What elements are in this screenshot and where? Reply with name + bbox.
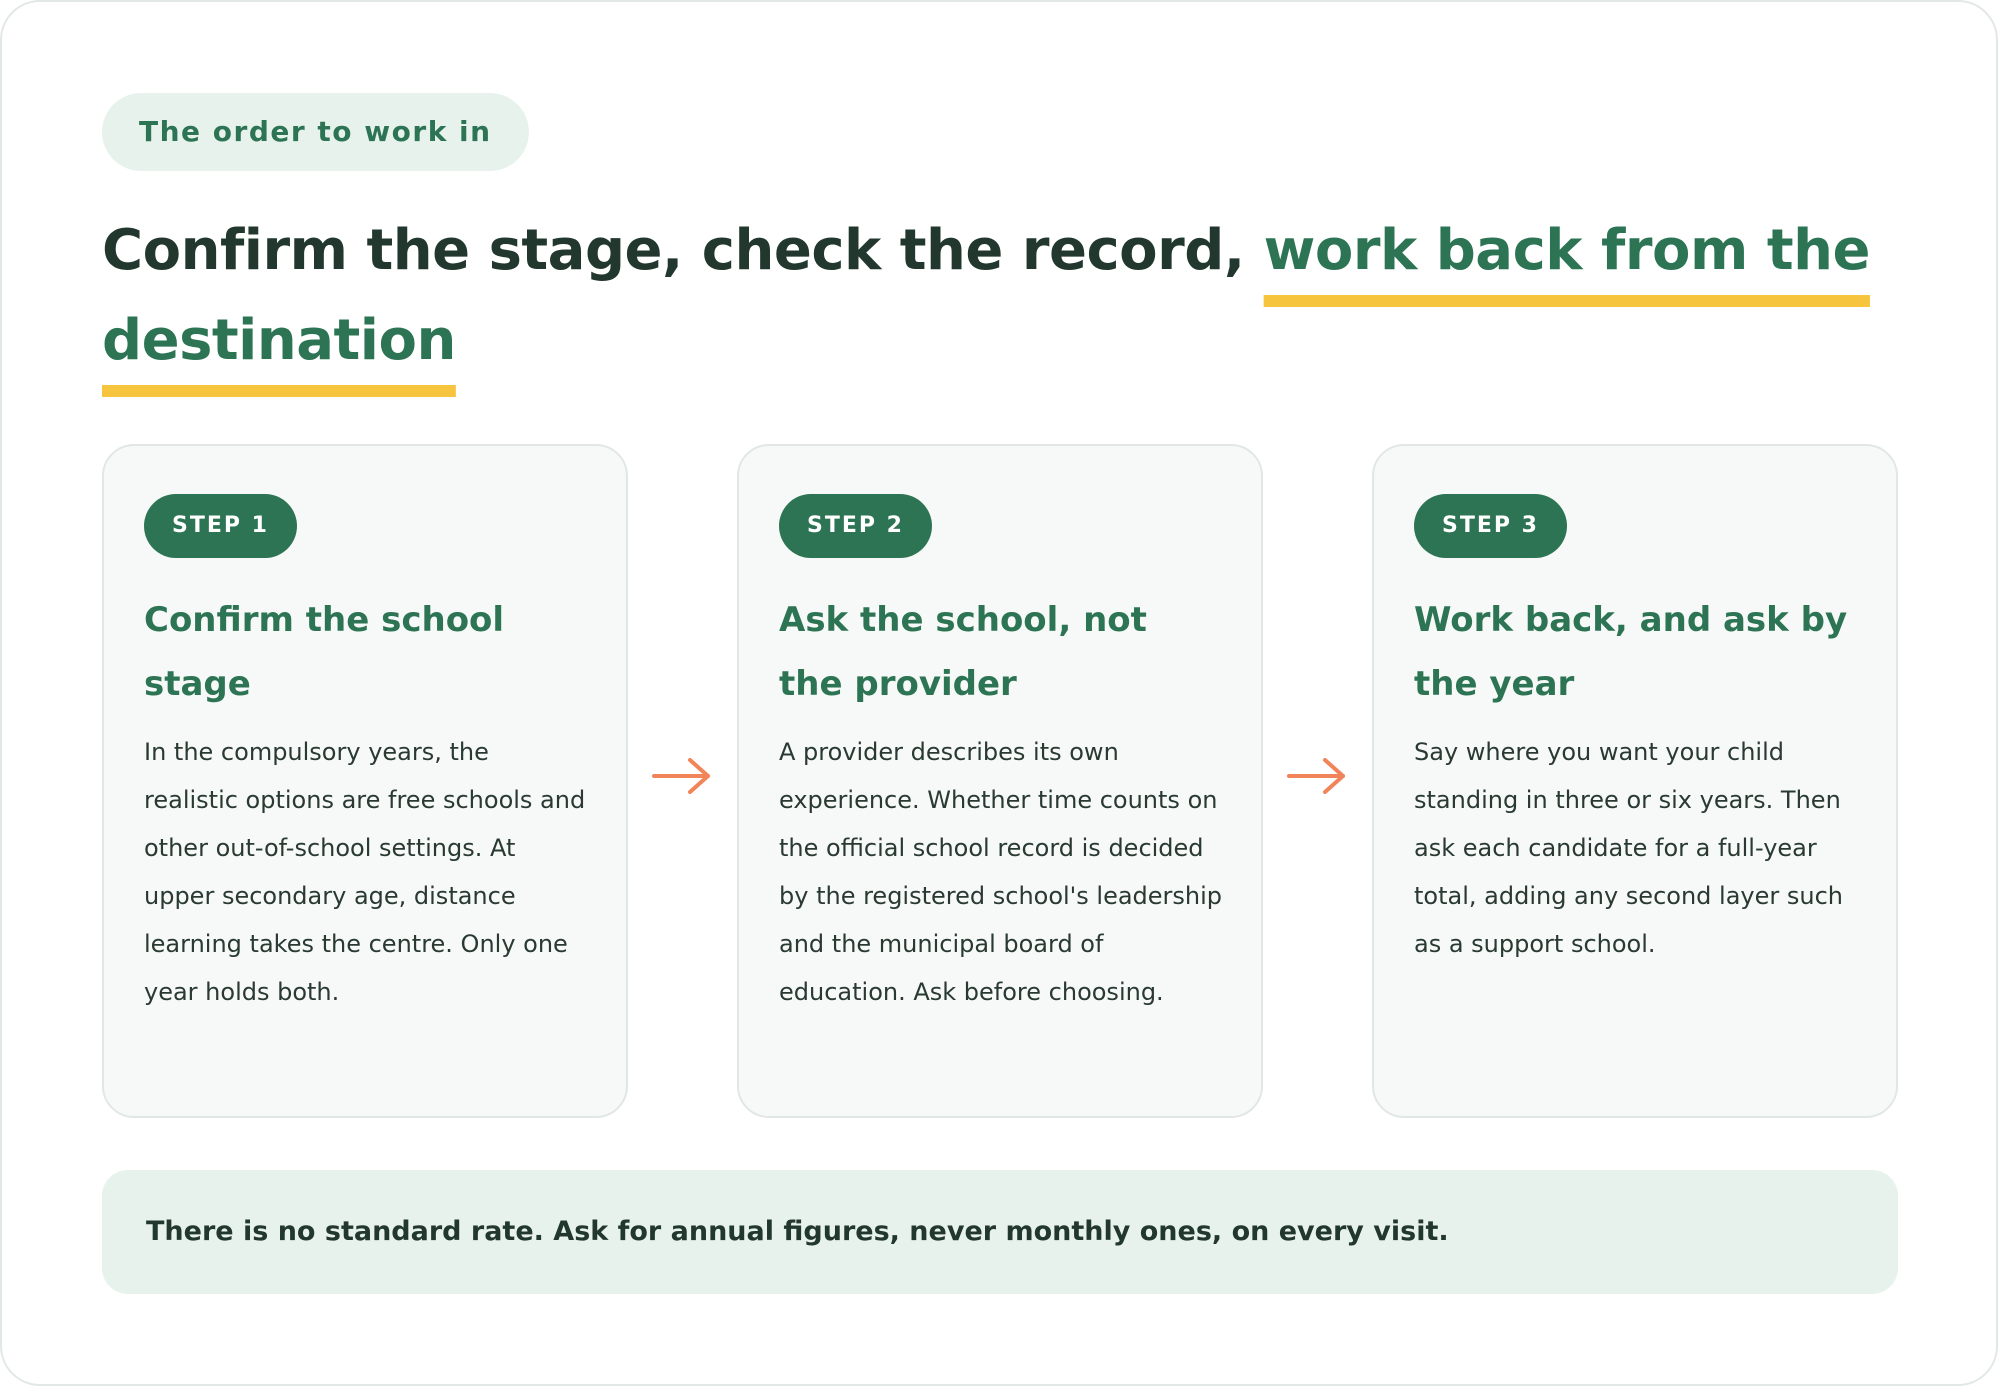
arrow-right-icon [1285, 748, 1349, 804]
step-body: In the compulsory years, the realistic options are free schools and other out-of-school settings. At upper secondary age, distance learning takes the centre. Only one year holds both. [144, 738, 586, 1006]
callout-note: There is no standard rate. Ask for annual figures, never monthly ones, on every visit. [102, 1170, 1898, 1294]
step-title: Confirm the school stage [144, 600, 505, 704]
step-title: Work back, and ask by the year [1414, 600, 1848, 704]
step-badge: STEP 2 [779, 494, 932, 558]
step-body: A provider describes its own experience. Whether time counts on the official school record is decided by the registered school's leadership and the municipal board of education. Ask before choosing. [779, 738, 1223, 1006]
step-card-2 [737, 444, 1263, 1118]
step-body: Say where you want your child standing in three or six years. Then ask each candidate for a full-year total, adding any second layer such as a support school. [1414, 738, 1843, 958]
title-lead: Confirm the stage, check the record, [102, 218, 1264, 283]
step-title: Ask the school, not the provider [779, 600, 1147, 704]
step-badge: STEP 1 [144, 494, 297, 558]
step-card-1 [102, 444, 628, 1118]
step-badge: STEP 3 [1414, 494, 1567, 558]
title-highlight: work back from the destination [102, 218, 1870, 373]
section-eyebrow: The order to work in [102, 93, 529, 171]
arrow-right-icon [650, 748, 714, 804]
page-title [102, 206, 1882, 386]
step-card-3 [1372, 444, 1898, 1118]
